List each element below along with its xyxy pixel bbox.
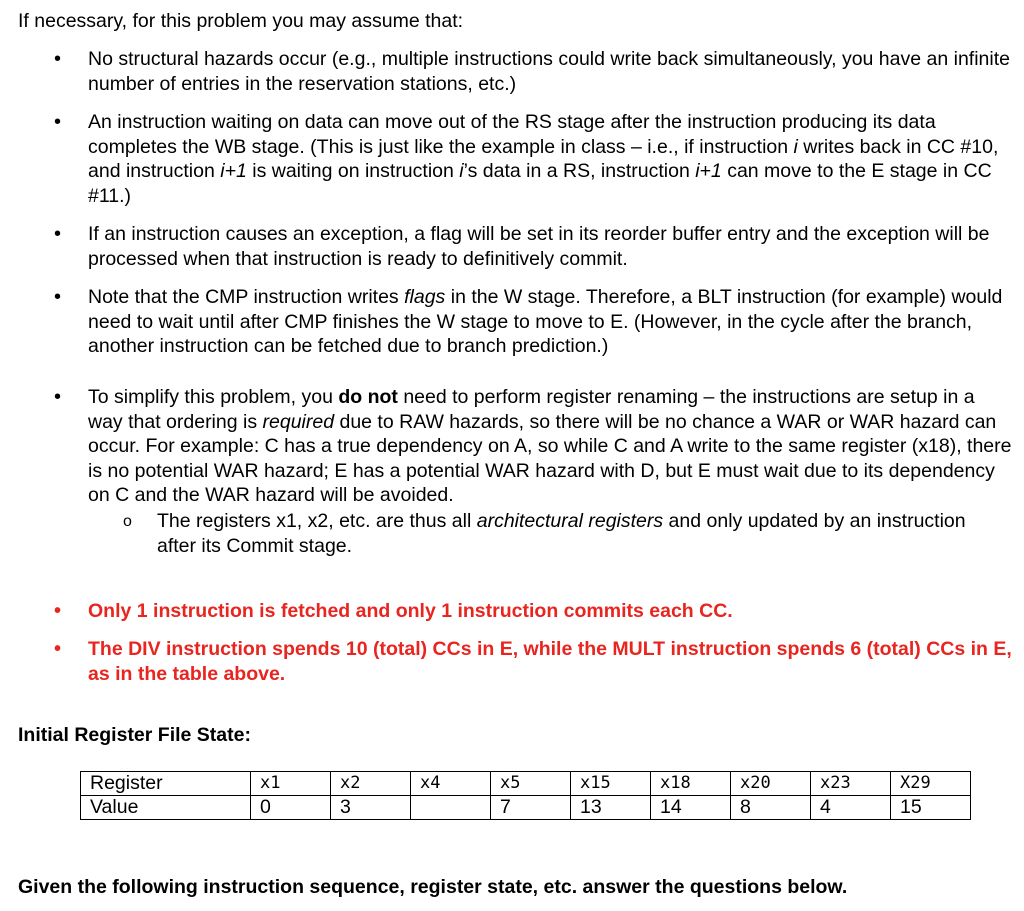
instructions-footer: Given the following instruction sequence, register state, etc. answer the questions below. bbox=[18, 876, 848, 898]
register-name-cell: X29 bbox=[891, 772, 971, 796]
bullet-marker bbox=[54, 47, 64, 72]
register-value-cell: 7 bbox=[491, 796, 571, 820]
register-name-cell: x5 bbox=[491, 772, 571, 796]
register-value-cell: 8 bbox=[731, 796, 811, 820]
register-value-cell: 15 bbox=[891, 796, 971, 820]
register-name-cell: x15 bbox=[571, 772, 651, 796]
assumption-rs-wb: An instruction waiting on data can move out of the RS stage after the instruction producing its data completes the WB stage. (This is just like the example in class – i.e., if instruction i writes back in CC #10, and instruction i+1 is waiting on instruction i’s data in a RS, instruction i+1 can move to the E stage in CC #11.) bbox=[88, 111, 999, 207]
register-file-table bbox=[80, 771, 971, 820]
row-label-register: Register bbox=[81, 772, 251, 796]
register-value-cell: 14 bbox=[651, 796, 731, 820]
register-name-cell: x23 bbox=[811, 772, 891, 796]
bullet-marker bbox=[54, 385, 64, 410]
register-name-cell: x20 bbox=[731, 772, 811, 796]
register-value-cell: 3 bbox=[331, 796, 411, 820]
assumption-exception: If an instruction causes an exception, a flag will be set in its reorder buffer entry and the exception will be processed when that instruction is ready to definitively commit. bbox=[88, 223, 990, 270]
row-label-value: Value bbox=[81, 796, 251, 820]
bullet-marker bbox=[54, 222, 64, 247]
bullet-marker bbox=[54, 637, 64, 662]
sub-bullet-marker: o bbox=[123, 513, 132, 530]
assumption-structural-hazards: No structural hazards occur (e.g., multiple instructions could write back simultaneously, you have an infinite number of entries in the reservation stations, etc.) bbox=[88, 48, 1010, 95]
bullet-marker bbox=[54, 285, 64, 310]
register-name-cell: x18 bbox=[651, 772, 731, 796]
register-name-cell: x4 bbox=[411, 772, 491, 796]
register-name-cell: x1 bbox=[251, 772, 331, 796]
register-file-heading: Initial Register File State: bbox=[18, 724, 251, 746]
bullet-marker bbox=[54, 599, 64, 624]
intro-text: If necessary, for this problem you may assume that: bbox=[18, 10, 464, 32]
register-name-cell: x2 bbox=[331, 772, 411, 796]
assumption-architectural-registers: The registers x1, x2, etc. are thus all architectural registers and only updated by an instruction after its Commit stage. bbox=[157, 510, 966, 557]
rule-fetch-commit: Only 1 instruction is fetched and only 1 instruction commits each CC. bbox=[88, 600, 733, 622]
assumption-cmp-flags: Note that the CMP instruction writes flags in the W stage. Therefore, a BLT instruction (for example) would need to wait until after CMP finishes the W stage to move to E. (However, in the cycle after the branch, another instruction can be fetched due to branch prediction.) bbox=[88, 286, 1003, 357]
bullet-marker bbox=[54, 110, 64, 135]
assumption-no-renaming: To simplify this problem, you do not need to perform register renaming – the instructions are setup in a way that ordering is required due to RAW hazards, so there will be no chance a WAR or WAR hazard can occur. For example: C has a true dependency on A, so while C and A write to the same register (x18), there is no potential WAR hazard; E has a potential WAR hazard with D, but E must wait due to its dependency on C and the WAR hazard will be avoided. bbox=[88, 386, 1012, 506]
register-value-cell: 13 bbox=[571, 796, 651, 820]
table-row-registers bbox=[81, 772, 971, 796]
register-value-cell: 4 bbox=[811, 796, 891, 820]
table-row-values bbox=[81, 796, 971, 820]
register-value-cell bbox=[411, 796, 491, 820]
register-value-cell: 0 bbox=[251, 796, 331, 820]
rule-div-mult-latency: The DIV instruction spends 10 (total) CCs in E, while the MULT instruction spends 6 (total) CCs in E, as in the table above. bbox=[88, 638, 1012, 685]
